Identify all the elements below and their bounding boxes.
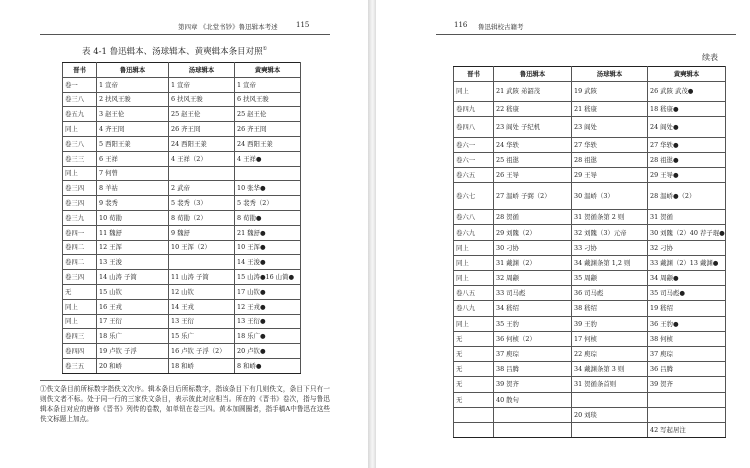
table-cell: 28 祖逖 xyxy=(572,152,648,167)
header-rule xyxy=(436,34,736,35)
table-row xyxy=(63,107,301,122)
table-row xyxy=(454,422,726,437)
table-cell: 卷四三 xyxy=(63,329,97,344)
table-row xyxy=(63,329,301,344)
table-cell: 27 华轶● xyxy=(648,137,726,152)
table-cell xyxy=(235,166,301,181)
table-cell: 卷四九 xyxy=(454,102,494,117)
table-cell: 卷六一 xyxy=(454,152,494,167)
table-cell: 18 嵇康● xyxy=(648,102,726,117)
right-page xyxy=(376,0,750,468)
table-cell: 35 司马彪● xyxy=(648,286,726,301)
table-cell: 17 山钦● xyxy=(235,284,301,299)
table-cell: 33 刁协 xyxy=(572,240,648,255)
table-cell: 38 吕腾 xyxy=(494,362,572,377)
table-row xyxy=(454,225,726,240)
table-row xyxy=(63,270,301,285)
table-cell: 卷三三 xyxy=(63,151,97,166)
table-cell: 40 散句 xyxy=(494,392,572,407)
table-cell: 18 乐广● xyxy=(235,329,301,344)
table-cell: 33 司马彪 xyxy=(494,286,572,301)
header-row xyxy=(63,63,301,78)
table-cell: 5 西阳王羕 xyxy=(97,136,169,151)
table-cell: 同上 xyxy=(454,81,494,102)
table-cell: 11 山涛 子简 xyxy=(169,270,235,285)
table-row xyxy=(454,240,726,255)
table-cell: 12 王浑 xyxy=(97,240,169,255)
table-row xyxy=(454,152,726,167)
table-cell: 无 xyxy=(454,362,494,377)
table-row xyxy=(454,183,726,210)
table-cell xyxy=(572,392,648,407)
table-row xyxy=(63,196,301,211)
left-page xyxy=(0,0,368,468)
table-cell: 卷四八 xyxy=(454,117,494,138)
table-cell: 1 宣帝 xyxy=(169,77,235,92)
table-row xyxy=(454,301,726,316)
table-cell: 21 武陔 弟韶茂 xyxy=(494,81,572,102)
table-row xyxy=(454,286,726,301)
table-cell: 同上 xyxy=(454,240,494,255)
table-cell: 10 王浑● xyxy=(235,240,301,255)
table-cell: 12 山钦 xyxy=(169,284,235,299)
comparison-table xyxy=(62,62,301,374)
table-cell: 28 温峤●（2） xyxy=(648,183,726,210)
table-cell: 32 刘隗（3）元帝 xyxy=(572,225,648,240)
column-header: 鲁迅辑本 xyxy=(494,67,572,82)
table-cell: 8 荀勖（2） xyxy=(169,210,235,225)
table-cell: 卷三八 xyxy=(63,92,97,107)
running-header: 鲁迅辑校古籍考 xyxy=(478,23,524,31)
table-cell xyxy=(494,407,572,422)
header-rule xyxy=(40,34,330,35)
table-cell: 39 王豹 xyxy=(572,316,648,331)
table-row xyxy=(454,316,726,331)
table-row xyxy=(454,117,726,138)
table-row xyxy=(63,240,301,255)
table-cell xyxy=(169,255,235,270)
table-row xyxy=(63,314,301,329)
table-cell xyxy=(454,407,494,422)
table-cell: 1 宣帝 xyxy=(97,77,169,92)
table-cell: 4 王祥（2） xyxy=(169,151,235,166)
footnote-mark: ① xyxy=(262,46,268,53)
table-row xyxy=(454,407,726,422)
column-header: 汤球辑本 xyxy=(169,63,235,78)
table-row xyxy=(454,102,726,117)
table-cell: 25 赵王伦 xyxy=(169,107,235,122)
table-cell: 卷三四 xyxy=(63,196,97,211)
table-cell: 同上 xyxy=(63,299,97,314)
table-cell: 8 和峤● xyxy=(235,358,301,373)
table-cell: 6 扶风王骏 xyxy=(235,92,301,107)
table-cell: 20 刘琰 xyxy=(572,407,648,422)
table-cell: 同上 xyxy=(63,314,97,329)
table-cell: 20 卢钦● xyxy=(235,344,301,359)
table-cell xyxy=(494,422,572,437)
table-cell: 38 嵇绍 xyxy=(572,301,648,316)
table-cell: 25 赵王伦 xyxy=(235,107,301,122)
table-cell: 34 嵇绍 xyxy=(494,301,572,316)
table-cell: 卷三九 xyxy=(63,210,97,225)
table-cell: 24 阎处● xyxy=(648,117,726,138)
table-cell: 36 王豹● xyxy=(648,316,726,331)
table-cell: 2 扶风王骏 xyxy=(97,92,169,107)
table-row xyxy=(63,92,301,107)
table-cell: 19 武陔 xyxy=(572,81,648,102)
table-cell: 卷四四 xyxy=(63,344,97,359)
table-row xyxy=(454,377,726,392)
book-gutter xyxy=(368,0,376,468)
table-cell: 无 xyxy=(454,331,494,346)
table-cell: 17 王衍 xyxy=(97,314,169,329)
table-caption xyxy=(82,45,267,57)
table-cell: 12 王戎● xyxy=(235,299,301,314)
table-cell: 26 武陔 武茂● xyxy=(648,81,726,102)
table-row xyxy=(63,299,301,314)
table-cell: 39 贺齐 xyxy=(494,377,572,392)
table-row xyxy=(454,81,726,102)
table-cell: 18 乐广 xyxy=(97,329,169,344)
table-cell: 34 周颛● xyxy=(648,271,726,286)
table-cell: 15 山钦 xyxy=(97,284,169,299)
table-cell xyxy=(648,407,726,422)
table-cell: 卷四二 xyxy=(63,255,97,270)
table-cell xyxy=(648,392,726,407)
table-cell: 卷一 xyxy=(63,77,97,92)
table-cell: 10 张华● xyxy=(235,181,301,196)
table-cell: 23 阎处 xyxy=(572,117,648,138)
table-cell: 24 西阳王羕 xyxy=(235,136,301,151)
table-cell xyxy=(572,422,648,437)
table-cell: 卷三八 xyxy=(63,136,97,151)
table-cell: 8 羊祜 xyxy=(97,181,169,196)
table-cell: 30 刘隗（2）40 荐子琨● xyxy=(648,225,726,240)
column-header: 晋书 xyxy=(63,63,97,78)
table-cell: 13 王浚 xyxy=(97,255,169,270)
table-row xyxy=(454,392,726,407)
table-cell: 13 王衍● xyxy=(235,314,301,329)
table-cell: 14 山涛 子简 xyxy=(97,270,169,285)
table-cell: 4 王祥● xyxy=(235,151,301,166)
comparison-table-continued xyxy=(453,66,726,438)
table-cell: 14 王戎 xyxy=(169,299,235,314)
table-cell: 22 嵇康 xyxy=(494,102,572,117)
table-row xyxy=(63,136,301,151)
column-header: 黄奭辑本 xyxy=(648,67,726,82)
table-cell: 卷八五 xyxy=(454,286,494,301)
table-cell xyxy=(169,166,235,181)
column-header: 鲁迅辑本 xyxy=(97,63,169,78)
table-cell: 卷六五 xyxy=(454,168,494,183)
table-row xyxy=(63,122,301,137)
table-cell: 同上 xyxy=(454,316,494,331)
table-row xyxy=(454,137,726,152)
table-cell: 卷六九 xyxy=(454,225,494,240)
table-cell: 29 王导● xyxy=(648,168,726,183)
table-row xyxy=(63,77,301,92)
table-cell: 27 华轶 xyxy=(572,137,648,152)
table-cell: 31 贺循条首则 xyxy=(572,377,648,392)
table-cell: 38 何桢 xyxy=(648,331,726,346)
table-cell: 卷四二 xyxy=(63,240,97,255)
table-cell: 30 刁协 xyxy=(494,240,572,255)
table-cell: 卷三五 xyxy=(63,358,97,373)
table-cell: 25 祖逖 xyxy=(494,152,572,167)
table-cell: 33 戴渊（2）13 戴渊● xyxy=(648,255,726,270)
table-row xyxy=(63,166,301,181)
footnote: ①佚文条目前所标数字指佚文次序。辑本条目后所标数字，指该条目下有几则佚文，条目下只有一则佚文者不标。处于同一行的三家佚文条目，表示彼此对应相当。所在的《晋书》卷次，指与鲁迅辑本条目对应的唐修《晋书》列传的卷数，如单钮在卷三四。黄本加圆圈者，指手稿A中鲁迅在这些佚文标题上加点。 xyxy=(40,385,330,423)
table-cell: 卷六七 xyxy=(454,183,494,210)
table-cell: 卷三四 xyxy=(63,270,97,285)
table-cell: 20 和峤 xyxy=(97,358,169,373)
table-cell: 4 齐王冏 xyxy=(97,122,169,137)
table-cell: 21 嵇康 xyxy=(572,102,648,117)
table-cell: 42 写起居注 xyxy=(648,422,726,437)
table-row xyxy=(63,284,301,299)
table-cell: 29 刘隗（2） xyxy=(494,225,572,240)
table-cell: 13 王衍 xyxy=(169,314,235,329)
table-row xyxy=(454,271,726,286)
table-row xyxy=(63,255,301,270)
table-cell: 1 宣帝 xyxy=(235,77,301,92)
table-cell: 17 何桢 xyxy=(572,331,648,346)
table-cell: 32 周颛 xyxy=(494,271,572,286)
table-cell: 37 庾琮 xyxy=(648,346,726,361)
table-cell: 7 何曾 xyxy=(97,166,169,181)
table-row xyxy=(454,362,726,377)
table-cell: 卷六八 xyxy=(454,210,494,225)
table-cell: 34 戴渊条第 3 则 xyxy=(572,362,648,377)
table-cell: 8 荀勖● xyxy=(235,210,301,225)
table-row xyxy=(63,344,301,359)
table-cell: 34 戴渊条第 1,2 则 xyxy=(572,255,648,270)
table-cell: 16 卢钦 子浮（2） xyxy=(169,344,235,359)
table-cell: 36 何桢（2） xyxy=(494,331,572,346)
table-cell: 无 xyxy=(454,392,494,407)
table-cell: 15 乐广 xyxy=(169,329,235,344)
table-row xyxy=(454,168,726,183)
page-number: 116 xyxy=(454,21,468,29)
table-cell: 5 裴秀（2） xyxy=(235,196,301,211)
table-cell: 2 武帝 xyxy=(169,181,235,196)
table-cell: 5 裴秀（3） xyxy=(169,196,235,211)
table-cell: 36 吕腾 xyxy=(648,362,726,377)
table-cell: 同上 xyxy=(454,255,494,270)
table-cell: 卷三四 xyxy=(63,181,97,196)
table-cell: 26 齐王冏 xyxy=(169,122,235,137)
table-cell: 24 西阳王羕 xyxy=(169,136,235,151)
header-row xyxy=(454,67,726,82)
footnote-rule xyxy=(40,380,120,381)
table-cell: 10 荀勖 xyxy=(97,210,169,225)
table-cell: 31 贺循条第 2 则 xyxy=(572,210,648,225)
table-cell: 无 xyxy=(63,284,97,299)
table-cell: 卷五九 xyxy=(63,107,97,122)
table-cell: 36 司马彪 xyxy=(572,286,648,301)
table-cell: 11 魏舒 xyxy=(97,225,169,240)
table-row xyxy=(454,255,726,270)
table-caption-text: 表 4-1 鲁迅辑本、汤球辑本、黄奭辑本条目对照 xyxy=(82,47,263,57)
table-cell: 同上 xyxy=(63,166,97,181)
table-row xyxy=(454,331,726,346)
table-cell: 同上 xyxy=(454,271,494,286)
table-cell: 29 王导 xyxy=(572,168,648,183)
table-cell: 35 王豹 xyxy=(494,316,572,331)
table-cell: 22 庾琮 xyxy=(572,346,648,361)
table-cell: 26 王导 xyxy=(494,168,572,183)
table-row xyxy=(63,358,301,373)
table-cell: 6 扶风王骏 xyxy=(169,92,235,107)
table-cell: 35 周颛 xyxy=(572,271,648,286)
table-cell xyxy=(454,422,494,437)
table-cell: 24 华轶 xyxy=(494,137,572,152)
table-cell: 3 赵王伦 xyxy=(97,107,169,122)
table-cell: 卷六一 xyxy=(454,137,494,152)
table-row xyxy=(63,210,301,225)
table-cell: 27 温峤 子弼（2） xyxy=(494,183,572,210)
table-cell: 9 裴秀 xyxy=(97,196,169,211)
table-cell: 10 王浑（2） xyxy=(169,240,235,255)
table-cell: 卷八九 xyxy=(454,301,494,316)
table-cell: 31 贺循 xyxy=(648,210,726,225)
running-header: 第四章 《北堂书钞》鲁迅辑本考述 xyxy=(178,23,278,31)
table-cell: 19 卢钦 子浮 xyxy=(97,344,169,359)
table-cell: 16 王戎 xyxy=(97,299,169,314)
table-cell: 15 山涛●16 山简● xyxy=(235,270,301,285)
table-cell: 同上 xyxy=(63,122,97,137)
table-cell: 无 xyxy=(454,377,494,392)
table-cell: 32 刁协 xyxy=(648,240,726,255)
column-header: 晋书 xyxy=(454,67,494,82)
table-row xyxy=(63,151,301,166)
table-cell: 18 和峤 xyxy=(169,358,235,373)
table-cell: 9 魏舒 xyxy=(169,225,235,240)
table-cell: 卷四一 xyxy=(63,225,97,240)
table-cell: 37 庾琮 xyxy=(494,346,572,361)
table-cell: 19 嵇绍 xyxy=(648,301,726,316)
table-cell: 6 王祥 xyxy=(97,151,169,166)
column-header: 黄奭辑本 xyxy=(235,63,301,78)
table-cell: 30 温峤（3） xyxy=(572,183,648,210)
table-cell: 28 贺循 xyxy=(494,210,572,225)
continued-label: 续表 xyxy=(702,53,718,62)
column-header: 汤球辑本 xyxy=(572,67,648,82)
table-cell: 39 贺齐 xyxy=(648,377,726,392)
table-cell: 21 魏舒● xyxy=(235,225,301,240)
table-cell: 14 王浚● xyxy=(235,255,301,270)
table-row xyxy=(454,346,726,361)
table-cell: 28 祖逖● xyxy=(648,152,726,167)
table-row xyxy=(63,181,301,196)
table-cell: 31 戴渊（2） xyxy=(494,255,572,270)
table-row xyxy=(63,225,301,240)
table-row xyxy=(454,210,726,225)
table-cell: 23 阎处 子纪机 xyxy=(494,117,572,138)
page-number: 115 xyxy=(296,21,310,29)
table-cell: 无 xyxy=(454,346,494,361)
table-cell: 26 齐王冏 xyxy=(235,122,301,137)
